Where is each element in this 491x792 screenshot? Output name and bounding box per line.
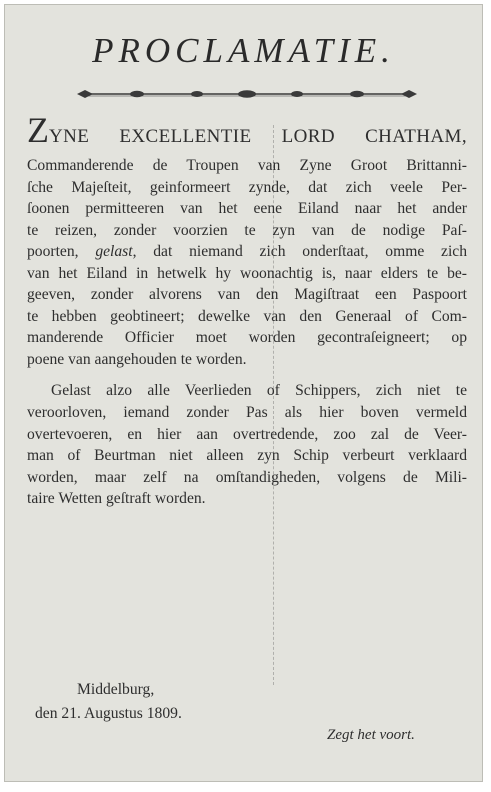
issue-date: den 21. Augustus 1809. (35, 705, 182, 722)
place-name: Middelburg, (77, 681, 155, 698)
text-line: worden, maar zelf na omſtandigheden, volgens de Mili- (27, 468, 467, 486)
text-line: overtevoeren, en hier aan overtredende, zoo zal de Veer- (27, 425, 467, 443)
closing-phrase: Zegt het voort. (327, 727, 415, 743)
text-line: ſche Majeſteit, geinformeert zynde, dat zich veele Per- (27, 178, 467, 196)
text-line: Gelast alzo alle Veerlieden of Schippers, zich niet te (51, 382, 467, 400)
drop-cap: Z (27, 110, 49, 150)
proclamation-body (27, 110, 467, 510)
text-line: geeven, zonder alvorens van den Magiſtraat een Paspoort (27, 286, 467, 304)
paragraph-1 (27, 110, 467, 370)
text-line: poene van aangehouden te worden. (27, 350, 247, 368)
text-line (27, 110, 467, 155)
proclamation-sheet (4, 4, 483, 782)
text-line: manderende Officier moet worden gecontraſeigneert; op (27, 329, 467, 347)
text-line: van het Eiland in hetwelk hy woonachtig is, naar elders te be- (27, 264, 467, 282)
gelast-italic: gelast (95, 243, 133, 261)
text-line: te reizen, zonder voorzien te zyn van de nodige Paſ- (27, 221, 467, 239)
text-line: man of Beurtman niet alleen zyn Schip verbeurt verklaard (27, 447, 467, 465)
text-line (27, 241, 467, 263)
page-title: PROCLAMATIE. (92, 31, 395, 70)
text-fragment: , dat niemand zich onderſtaat, omme zich (132, 243, 467, 261)
text-line: Commanderende de Troupen van Zyne Groot Brittanni- (27, 157, 467, 174)
addressee-heading: YNE EXCELLENTIE LORD CHATHAM, (49, 126, 467, 147)
text-fragment: poorten, (27, 243, 79, 261)
ornamental-rule (77, 87, 417, 101)
text-line: ſoonen permitteeren van het eene Eiland naar het ander (27, 200, 467, 218)
text-line: veroorloven, iemand zonder Pas als hier boven vermeld (27, 404, 467, 422)
text-line: taire Wetten geſtraft worden. (27, 490, 206, 508)
text-line: te hebben geobtineert; dewelke van den Generaal of Com- (27, 307, 467, 325)
paragraph-2 (27, 380, 467, 509)
